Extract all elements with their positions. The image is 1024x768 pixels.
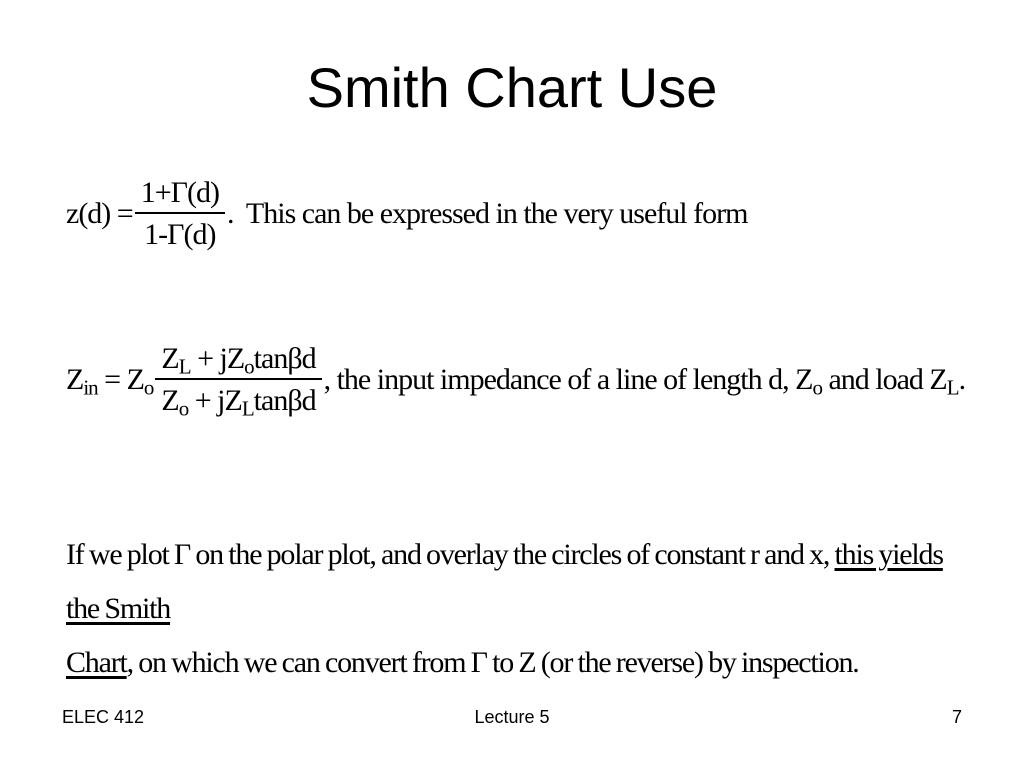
equation1-denominator: 1-Γ(d) <box>144 218 216 251</box>
equation2-fraction <box>155 342 321 421</box>
equation2-lhs: $Z_{in}$ <box>66 363 98 400</box>
footer-page-number: 7 <box>951 707 962 727</box>
footer-lecture: Lecture 5 <box>474 707 550 727</box>
paragraph-underlined-phrase: this yields the Smith <box>66 538 943 625</box>
equation1-numerator: 1+Γ(d) <box>135 178 225 214</box>
equation2-equals: = <box>97 363 127 396</box>
smith-chart-paragraph <box>66 528 946 690</box>
equation-reflection-impedance <box>66 178 747 250</box>
paragraph-text-part2: , on which we can convert from Γ to Z (or the reverse) by inspection. <box>126 646 859 679</box>
equation1-lhs: z(d) = <box>66 197 133 230</box>
paragraph-text-part1: If we plot Γ on the polar plot, and overlay the circles of constant r and x, <box>66 538 835 571</box>
equation2-z0: $Z_o$ <box>126 363 154 400</box>
equation2-description: , the input impedance of a line of length d, $Z_o$ and load $Z_L$. <box>323 363 966 400</box>
footer-course: ELEC 412 <box>62 707 145 727</box>
equation2-denominator: $Z_o + jZ_L\tan\beta d$ <box>161 384 316 421</box>
equation1-suffix: . This can be expressed in the very useful form <box>226 197 748 230</box>
equation-input-impedance <box>66 342 966 421</box>
paragraph-underlined-chart: Chart <box>66 646 127 679</box>
equation2-numerator: $Z_L + jZ_o\tan\beta d$ <box>155 344 321 380</box>
equation1-fraction <box>135 178 225 250</box>
slide-title: Smith Chart Use <box>306 56 718 119</box>
